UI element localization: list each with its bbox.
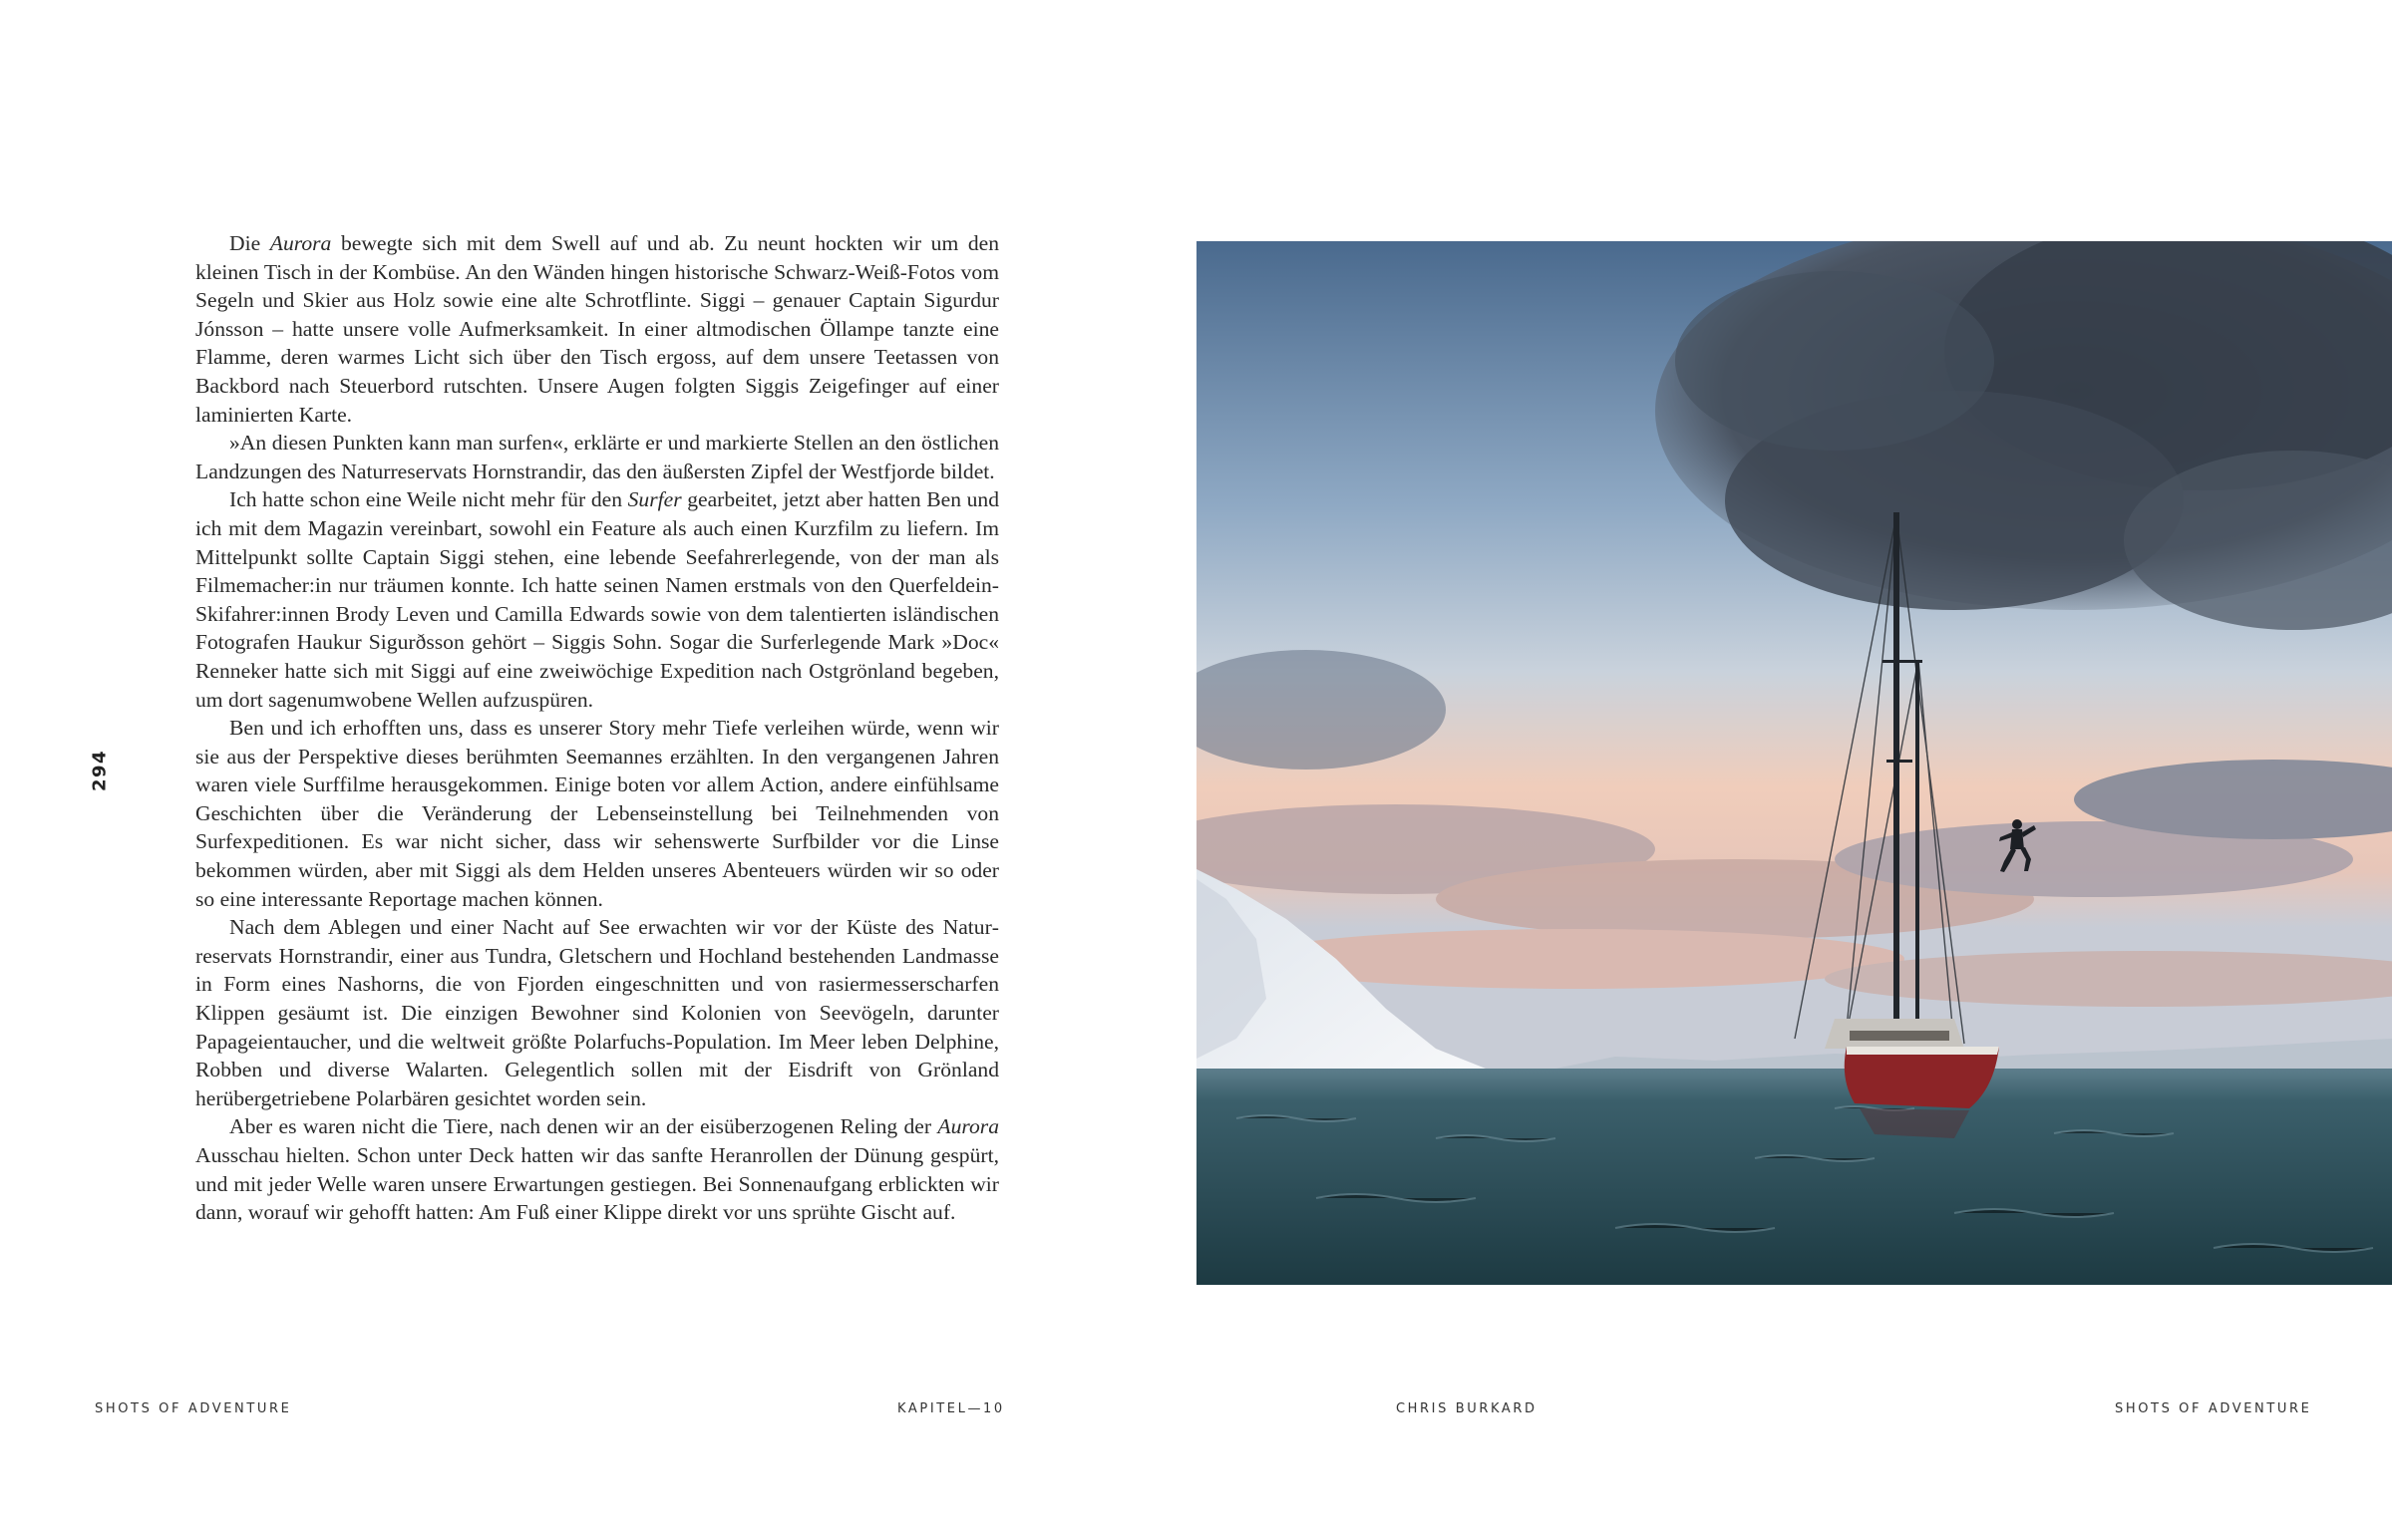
paragraph-4: Ben und ich erhofften uns, dass es unserer Story mehr Tiefe verleihen würde, wenn wir sie aus der Perspektive dieses berühmten Seemannes erzählten. In den vergangenen Jahren waren viele Surffilme herausgekommen. Einige boten vor allem Action, andere einfühlsame Geschichten über die Veränderung der Lebenseinstellung bei Teilnehmenden von Surfexpeditionen. Es war nicht sicher, dass wir sehenswerte Surfbilder vor die Linse bekommen würden, aber mit Siggi als dem Helden unseres Abenteuers würden wir so oder so eine interessante Reportage machen können. bbox=[195, 716, 999, 911]
paragraph-1: Die Aurora bewegte sich mit dem Swell auf und ab. Zu neunt hockten wir um den kleinen Tisch in der Kombüse. An den Wänden hingen historische Schwarz-Weiß-Fotos vom Segeln und Skier aus Holz sowie eine alte Schrotflinte. Siggi – genauer Captain Sigurdur Jónsson – hatte unsere volle Aufmerksamkeit. In einer altmodischen Öllampe tanzte eine Flamme, deren warmes Licht sich über den Tisch ergoss, auf dem unsere Teetassen von Backbord nach Steuerbord rutschten. Unsere Augen folgten Siggis Zeigefinger auf einer laminierten Karte. bbox=[195, 231, 1000, 427]
page-number: 294 bbox=[89, 749, 111, 792]
running-head-book-title-left: SHOTS OF ADVENTURE bbox=[95, 1401, 292, 1416]
sea bbox=[1196, 1069, 2392, 1285]
paragraph-2: »An diesen Punkten kann man surfen«, erklärte er und markierte Stellen an den östlichen Landzungen des Naturreservats Hornstrandir, das den äußersten Zipfel der Westfjorde bildet. bbox=[195, 431, 999, 483]
running-head-book-title-right: SHOTS OF ADVENTURE bbox=[2115, 1401, 2312, 1416]
sailboat-photograph bbox=[1196, 241, 2392, 1285]
paragraph-5: Nach dem Ablegen und einer Nacht auf See erwachten wir vor der Küste des Naturreservats Hornstrandir, einer aus Tundra, Gletschern und Hochland bestehenden Landmasse in Form eines Nashorns, die von Fjorden eingeschnitten und von rasiermesserscharfen Klippen gesäumt ist. Die einzigen Bewohner sind Kolonien von Seevögeln, darunter Papageientaucher, und die weltweit größte Polarfuchs-Population. Im Meer leben Delphine, Robben und diverse Walarten. Gelegentlich sollen mit der Eisdrift von Grönland herübergetriebene Polarbären gesichtet worden sein. bbox=[195, 915, 999, 1110]
running-head-author: CHRIS BURKARD bbox=[1396, 1401, 1538, 1416]
paragraph-3: Ich hatte schon eine Weile nicht mehr für den Surfer gearbeitet, jetzt aber hatten Ben und ich mit dem Magazin vereinbart, sowohl ein Feature als auch einen Kurzfilm zu liefern. Im Mittelpunkt sollte Captain Siggi stehen, eine lebende Seefahrerlegende, von der man als Filmemacher:in nur träumen konnte. Ich hatte seinen Namen erstmals von den Querfeldein-Skifahrer:innen Brody Leven und Camilla Edwards sowie von dem talentierten isländischen Fotografen Haukur Sigurðsson gehört – Siggis Sohn. Sogar die Surferlegende Mark »Doc« Renneker hatte sich mit Siggi auf eine zweiwöchige Expedition nach Ostgrönland begeben, um dort sagenumwobene Wellen aufzuspüren. bbox=[195, 487, 999, 712]
photo-illustration bbox=[1196, 241, 2392, 1285]
article-body bbox=[195, 229, 999, 1227]
paragraph-6: Aber es waren nicht die Tiere, nach denen wir an der eisüberzogenen Reling der Aurora Ausschau hielten. Schon unter Deck hatten wir das sanfte Heranrollen der Dünung gespürt, und mit jeder Welle waren unsere Erwartungen gestiegen. Bei Sonnenaufgang erblickten wir dann, worauf wir gehofft hatten: Am Fuß einer Klippe direkt vor uns sprühte Gischt auf. bbox=[195, 1114, 999, 1225]
running-head-chapter: KAPITEL—10 bbox=[897, 1401, 1005, 1416]
